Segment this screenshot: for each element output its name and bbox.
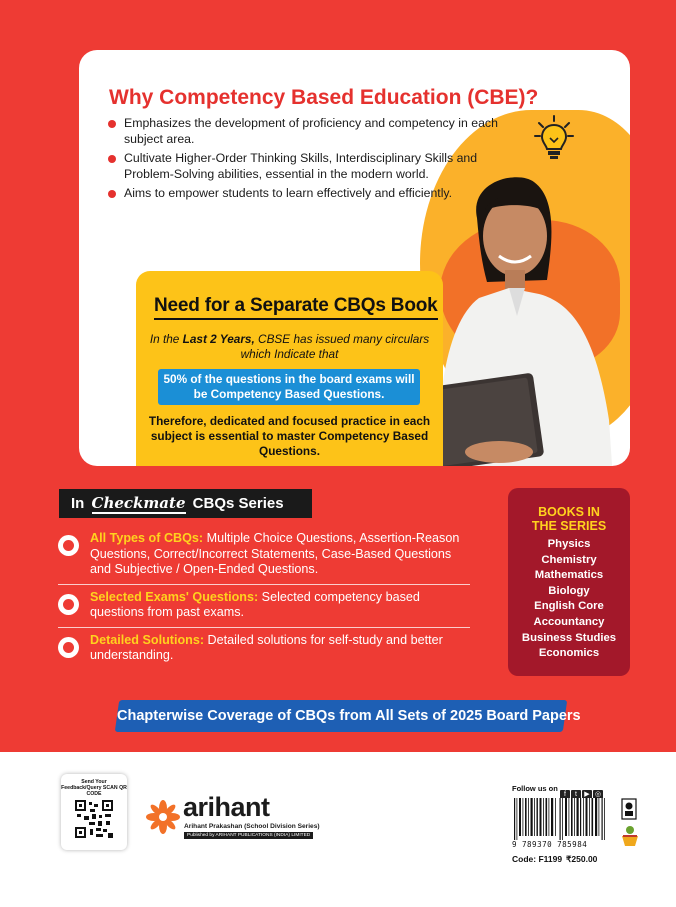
feature-head: All Types of CBQs: xyxy=(90,531,204,545)
instagram-icon[interactable]: ◎ xyxy=(594,791,602,798)
book-item: Chemistry xyxy=(541,553,597,566)
lightbulb-icon xyxy=(533,114,575,162)
feature-item xyxy=(58,526,470,585)
facebook-icon[interactable]: f xyxy=(560,790,570,800)
cbq-highlight: 50% of the questions in the board exams will be Competency Based Questions. xyxy=(158,369,420,405)
book-item: Accountancy xyxy=(533,615,605,628)
book-item: Mathematics xyxy=(534,569,604,582)
cbe-card xyxy=(79,50,630,466)
youtube-icon[interactable]: ▶ xyxy=(582,790,592,800)
cbe-point: Aims to empower students to learn effectively and efficiently. xyxy=(107,186,507,202)
book-price: ₹250.00 xyxy=(566,854,598,864)
cbe-title: Why Competency Based Education (CBE)? xyxy=(109,86,539,109)
cbe-point: Cultivate Higher-Order Thinking Skills, Interdisciplinary Skills and Problem-Solving abilities, essential in the modern world. xyxy=(107,151,507,182)
ring-bullet-icon xyxy=(58,535,79,556)
isbn-number: 9 789370 785984 xyxy=(512,840,588,849)
qr-card[interactable] xyxy=(61,774,127,850)
feature-head: Selected Exams' Questions: xyxy=(90,589,259,604)
feature-list xyxy=(58,526,470,670)
cbq-need-box xyxy=(136,271,443,466)
feature-item xyxy=(58,585,470,628)
brand-subtitle: Arihant Prakashan (School Division Series) xyxy=(184,823,320,830)
publisher-line: Published by ARIHANT PUBLICATIONS (INDIA) LIMITED xyxy=(184,832,313,839)
footer xyxy=(0,752,676,907)
ring-bullet-icon xyxy=(58,637,79,658)
book-item: Physics xyxy=(547,538,591,550)
follow-us-label: Follow us on xyxy=(512,784,558,793)
twitter-icon[interactable]: t xyxy=(571,790,581,800)
cbq-need-intro: In the Last 2 Years, CBSE has issued many circulars which Indicate that xyxy=(149,332,430,361)
cbq-need-title: Need for a Separate CBQs Book xyxy=(154,295,438,320)
arihant-logo-icon xyxy=(146,800,180,834)
ring-bullet-icon xyxy=(58,594,79,615)
book-item: Biology xyxy=(548,584,590,597)
book-item: Economics xyxy=(538,647,600,660)
feature-desc: Multiple Choice Questions, Assertion-Reason Questions, Correct/Incorrect Statements, Case-Based Questions and Subjective / Open-Ended Questions. xyxy=(90,531,460,576)
coverage-banner: Chapterwise Coverage of CBQs from All Sets of 2025 Board Papers xyxy=(117,708,581,724)
book-item: English Core xyxy=(534,600,604,613)
series-tag: In Checkmate CBQs Series xyxy=(59,489,312,518)
feature-head: Detailed Solutions: xyxy=(90,632,205,647)
cbq-need-conclusion: Therefore, dedicated and focused practice in each subject is essential to master Competency Based Questions. xyxy=(148,414,431,458)
checkmate-brand: Checkmate xyxy=(91,494,186,512)
books-title: BOOKS IN THE SERIES xyxy=(531,505,607,533)
feature-desc: Selected competency based questions from past exams. xyxy=(90,589,420,619)
feature-item xyxy=(58,628,470,670)
brand-name: arihant xyxy=(183,792,270,822)
feature-desc: Detailed solutions for self-study and better understanding. xyxy=(90,632,443,662)
barcode xyxy=(512,798,609,840)
book-item: Business Studies xyxy=(521,631,617,644)
qr-code-icon[interactable] xyxy=(75,800,113,838)
certification-mark-icon xyxy=(621,798,637,820)
emblem-icon xyxy=(620,824,640,848)
cbe-point: Emphasizes the development of proficiency and competency in each subject area. xyxy=(107,116,507,147)
books-in-series xyxy=(508,488,630,676)
qr-label: Send Your Feedback/Query SCAN QR CODE xyxy=(61,779,127,797)
book-code: Code: F1199 xyxy=(512,854,563,864)
